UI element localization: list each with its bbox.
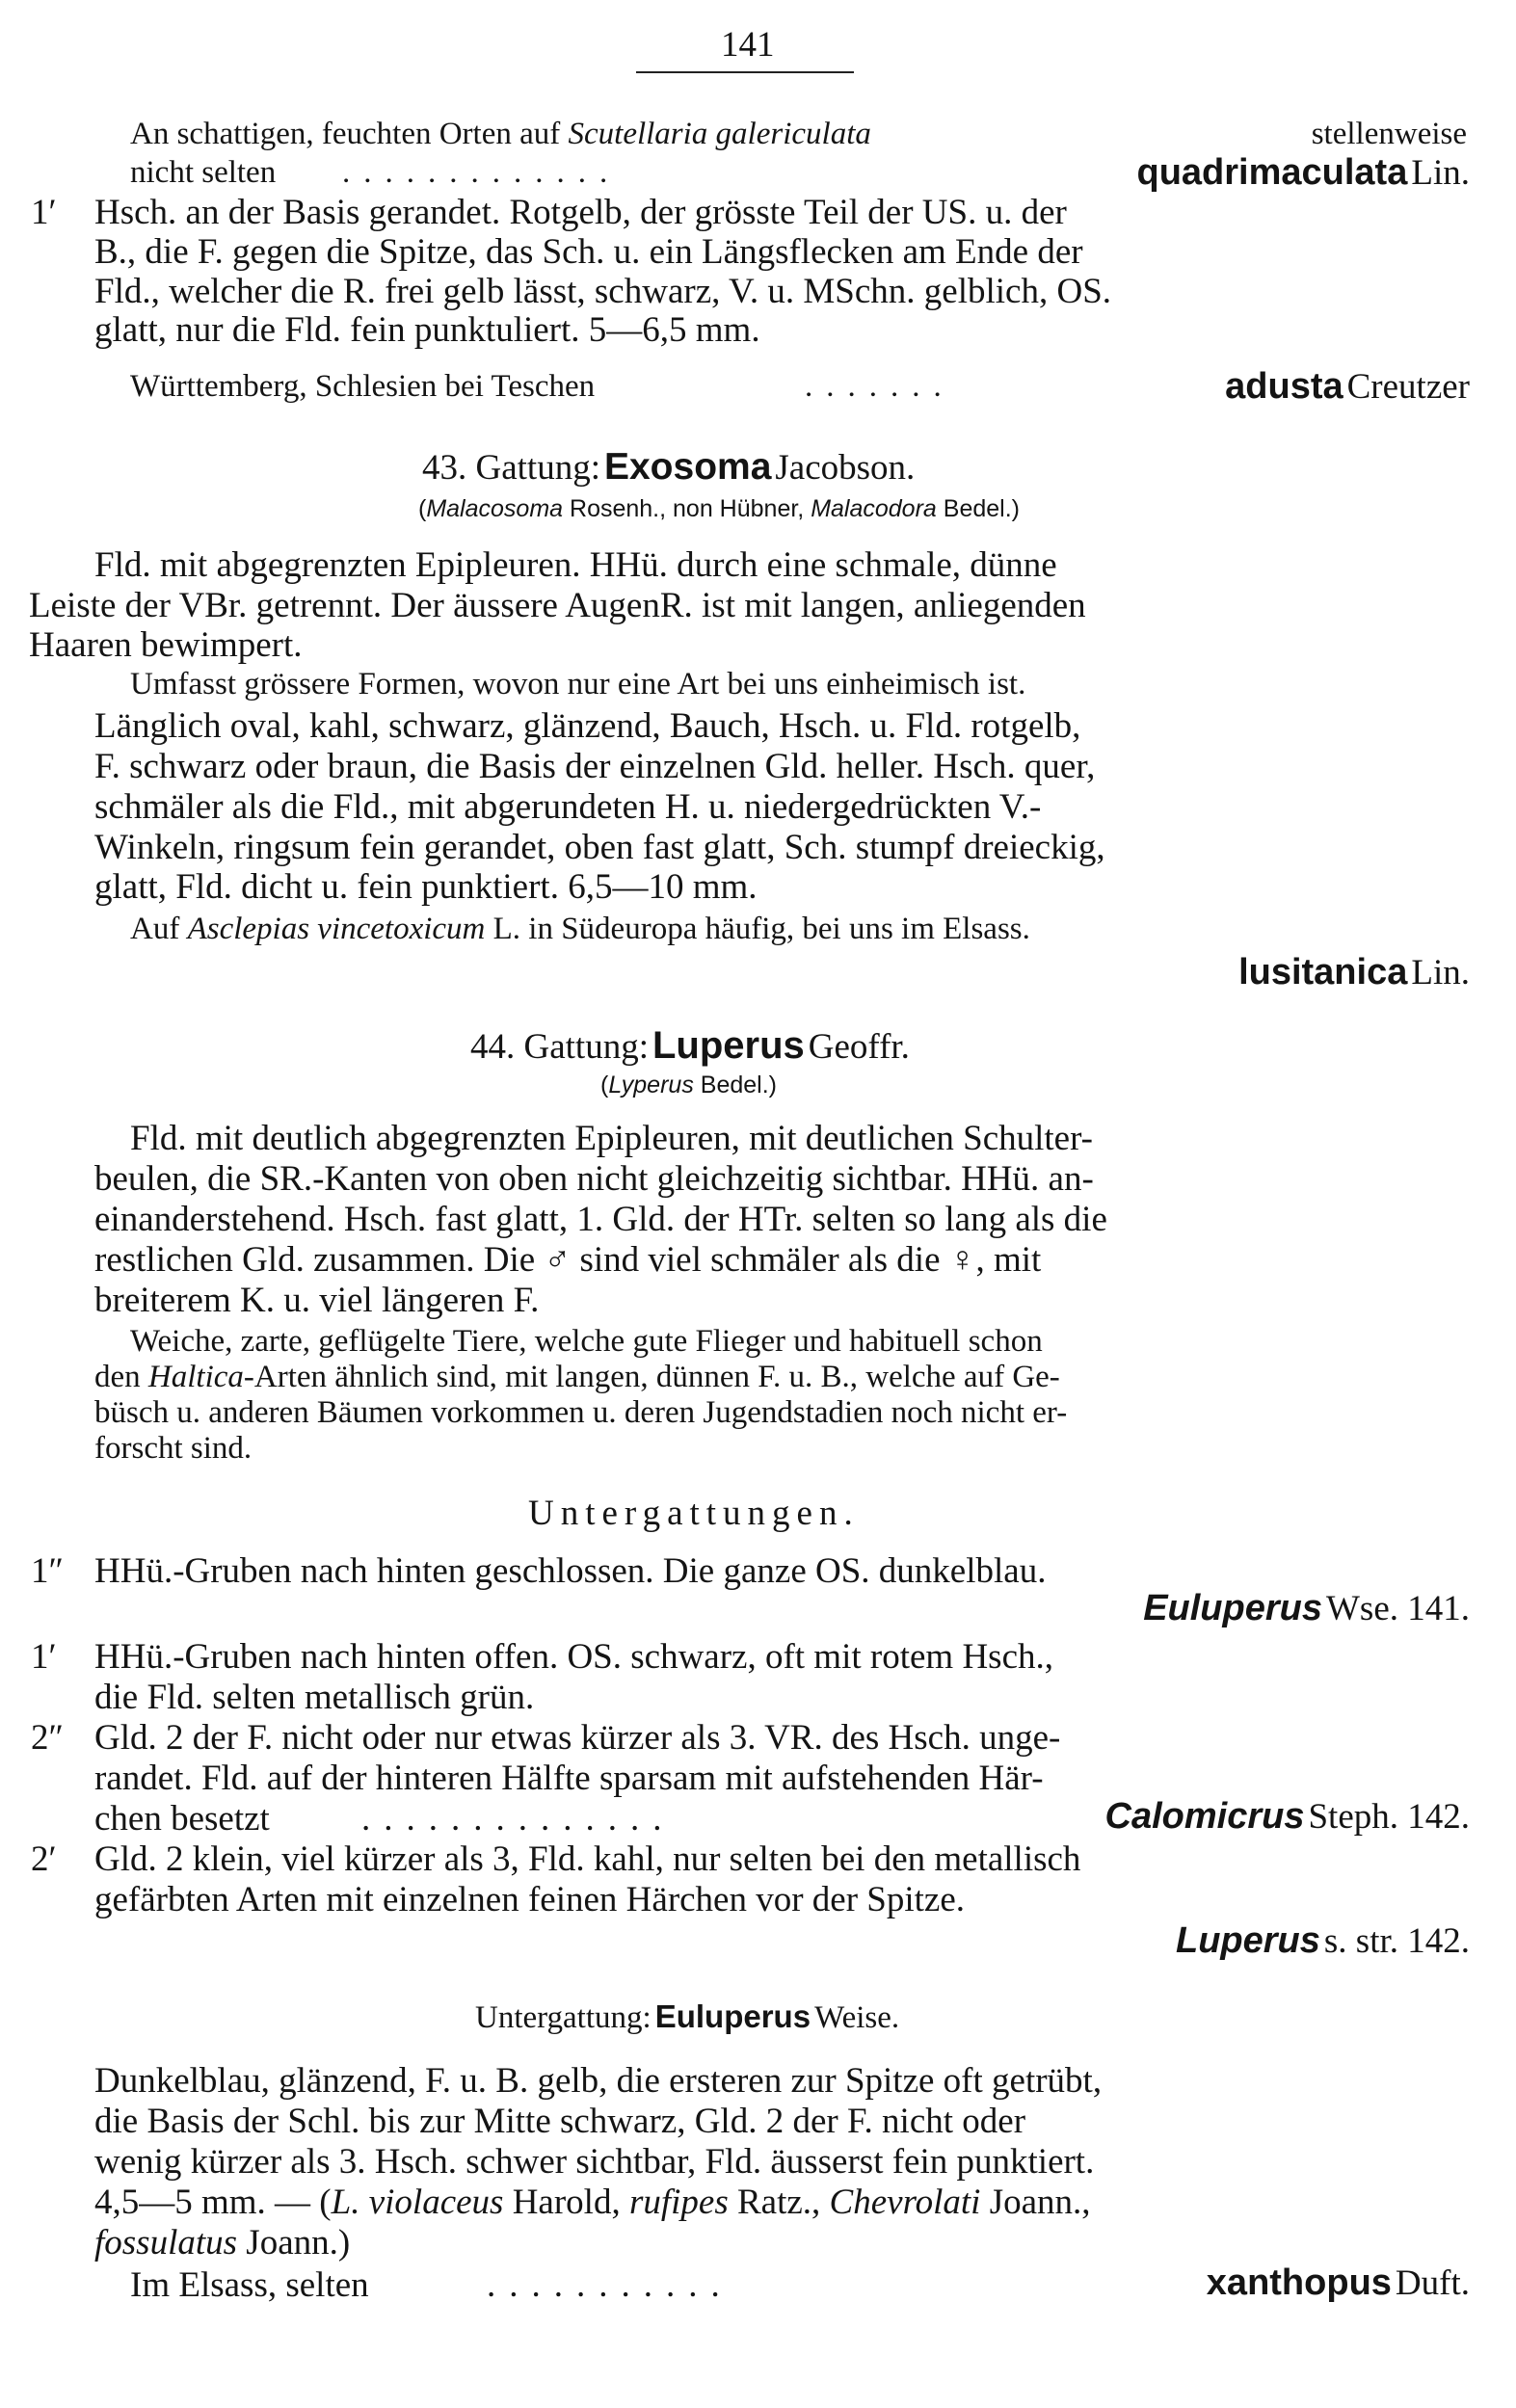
- heading-prefix: 44. Gattung:: [470, 1027, 649, 1067]
- text-line: [94, 547, 1467, 583]
- subgenus-heading: [475, 2000, 899, 2034]
- text-line: HHü.-Gruben nach hinten geschlossen. Die ganze OS. dunkelblau.: [94, 1551, 1047, 1591]
- key-number: 1′: [31, 1637, 57, 1677]
- text-line: [94, 2225, 350, 2261]
- subgenus-author: Weise.: [814, 2000, 900, 2035]
- text-line: [94, 1362, 1060, 1393]
- text-line: Gld. 2 klein, viel kürzer als 3, Fld. kahl, nur selten bei den metallisch: [94, 1839, 1081, 1879]
- species-author: Duft.: [1395, 2263, 1470, 2303]
- leader-dots: .......: [805, 369, 955, 404]
- text-segment: (: [418, 495, 427, 522]
- text-line: randet. Fld. auf der hinteren Hälfte sparsam mit aufstehenden Här-: [94, 1759, 1044, 1798]
- subgenus-entry: [1105, 1798, 1471, 1835]
- text-line: Länglich oval, kahl, schwarz, glänzend, Bauch, Hsch. u. Fld. rotgelb,: [94, 706, 1081, 746]
- text-line: [130, 2267, 369, 2303]
- text-line: die Basis der Schl. bis zur Mitte schwarz, Gld. 2 der F. nicht oder: [94, 2102, 1026, 2141]
- leader-dots: ...........: [487, 2265, 733, 2305]
- species-name: quadrimaculata: [1136, 152, 1408, 193]
- text-segment: Joann.,: [980, 2183, 1091, 2222]
- text-segment: Joann.): [237, 2223, 351, 2262]
- text-line: [130, 1121, 1467, 1156]
- text-segment: Harold,: [503, 2183, 629, 2222]
- text-segment: stellenweise: [1311, 117, 1467, 151]
- text-line: einanderstehend. Hsch. fast glatt, 1. Gld. der HTr. selten so lang als die: [94, 1200, 1107, 1239]
- key-number: 2′: [31, 1839, 57, 1879]
- text-line: glatt, nur die Fld. fein punktuliert. 5—6,5 mm.: [94, 310, 760, 350]
- text-line: Gld. 2 der F. nicht oder nur etwas kürzer als 3. VR. des Hsch. unge-: [94, 1718, 1061, 1758]
- heading-prefix: 43. Gattung:: [422, 448, 600, 488]
- text-segment: Bedel.): [936, 495, 1020, 522]
- synonym-name: Malacosoma: [426, 495, 564, 522]
- key-number: 2″: [31, 1718, 64, 1758]
- text-segment: L. in Südeuropa häufig, bei uns im Elsass.: [485, 912, 1030, 946]
- text-line: HHü.-Gruben nach hinten offen. OS. schwarz, oft mit rotem Hsch.,: [94, 1637, 1053, 1677]
- text-segment: Dunkelblau, glänzend, F. u. B. gelb, die ersteren zur Spitze oft getrübt,: [94, 2061, 1103, 2101]
- genus-name: Luperus: [652, 1024, 805, 1067]
- text-line: Winkeln, ringsum fein gerandet, oben fast glatt, Sch. stumpf dreieckig,: [94, 828, 1105, 867]
- genus-author: Geoffr.: [808, 1027, 910, 1067]
- genus-author: Jacobson.: [775, 448, 916, 488]
- text-line: Fld., welcher die R. frei gelb lässt, schwarz, V. u. MSchn. gelblich, OS.: [94, 272, 1112, 311]
- text-line: die Fld. selten metallisch grün.: [94, 1678, 535, 1717]
- page-number: 141: [721, 25, 775, 65]
- subgenus-name: Luperus: [1175, 1920, 1320, 1961]
- text-line: Umfasst grössere Formen, wovon nur eine Art bei uns einheimisch ist.: [130, 667, 1026, 701]
- text-segment: Fld. mit deutlich abgegrenzten Epipleuren, mit deutlichen Schulter-: [130, 1119, 1093, 1158]
- text-line: [94, 195, 1467, 230]
- subgenus-entry: [1143, 1590, 1470, 1627]
- species-name: xanthopus: [1206, 2262, 1392, 2303]
- text-line: Leiste der VBr. getrennt. Der äussere AugenR. ist mit langen, anliegenden: [29, 586, 1086, 625]
- synonym-line: [600, 1073, 777, 1098]
- text-line: gefärbten Arten mit einzelnen feinen Härchen vor der Spitze.: [94, 1880, 966, 1919]
- text-segment: nicht selten: [130, 155, 277, 190]
- synonym-name: rufipes: [628, 2183, 729, 2222]
- heading-prefix: Untergattung:: [475, 2000, 652, 2035]
- synonym-line: [418, 497, 1020, 521]
- text-line: restlichen Gld. zusammen. Die ♂ sind viel schmäler als die ♀, mit: [94, 1240, 1042, 1280]
- text-line: [130, 119, 1467, 150]
- synonym-name: Malacodora: [811, 495, 937, 522]
- text-line: breiterem K. u. viel längeren F.: [94, 1281, 540, 1320]
- text-line: [130, 157, 276, 189]
- synonym-name: Lyperus: [608, 1072, 694, 1098]
- subgenus-name: Calomicrus: [1104, 1796, 1305, 1837]
- text-line: schmäler als die Fld., mit abgerundeten H. u. niedergedrückten V.-: [94, 787, 1042, 827]
- text-line: forscht sind.: [94, 1431, 253, 1466]
- species-entry: [1225, 368, 1470, 405]
- text-segment: Im Elsass, selten: [130, 2265, 369, 2305]
- text-segment: Württemberg, Schlesien bei Teschen: [130, 369, 596, 404]
- text-segment: Rosenh., non Hübner,: [563, 495, 811, 522]
- text-line: [130, 371, 595, 403]
- species-author: Lin.: [1411, 953, 1470, 992]
- key-number: 1″: [31, 1551, 64, 1591]
- genus-heading: [470, 1026, 910, 1065]
- text-segment: -Arten ähnlich sind, mit langen, dünnen F. u. B., welche auf Ge-: [243, 1360, 1060, 1394]
- leader-dots: ..............: [361, 1799, 676, 1839]
- text-segment: chen besetzt: [94, 1799, 270, 1839]
- text-line: wenig kürzer als 3. Hsch. schwer sichtbar, Fld. äusserst fein punktiert.: [94, 2142, 1095, 2182]
- leader-dots: .............: [342, 155, 622, 190]
- text-line: [94, 2184, 1091, 2220]
- text-segment: (: [600, 1072, 609, 1098]
- plant-name: Scutellaria galericulata: [568, 117, 871, 151]
- text-segment: An schattigen, feuchten Orten auf: [130, 117, 569, 151]
- species-author: Lin.: [1411, 153, 1470, 193]
- genus-reference: Haltica: [147, 1360, 244, 1394]
- species-author: Creutzer: [1346, 367, 1470, 407]
- subgenus-name: Euluperus: [654, 1998, 811, 2034]
- text-line: Weiche, zarte, geflügelte Tiere, welche gute Flieger und habituell schon: [130, 1324, 1043, 1359]
- text-line: [94, 2063, 1467, 2099]
- text-segment: Auf: [130, 912, 188, 946]
- subgenus-ref: Wse. 141.: [1326, 1589, 1470, 1628]
- species-name: adusta: [1225, 366, 1343, 407]
- subgenus-ref: s. str. 142.: [1323, 1921, 1470, 1961]
- text-segment: Ratz.,: [728, 2183, 830, 2222]
- text-segment: Fld. mit abgegrenzten Epipleuren. HHü. durch eine schmale, dünne: [94, 545, 1057, 585]
- text-line: beulen, die SR.-Kanten von oben nicht gleichzeitig sichtbar. HHü. an-: [94, 1159, 1094, 1199]
- synonym-name: fossulatus: [94, 2223, 238, 2262]
- text-segment: den: [94, 1360, 148, 1394]
- subgenus-entry: [1176, 1922, 1470, 1959]
- text-line: Haaren bewimpert.: [29, 625, 303, 665]
- text-segment: 4,5—5 mm. — (: [94, 2183, 332, 2222]
- text-line: glatt, Fld. dicht u. fein punktiert. 6,5—10 mm.: [94, 867, 758, 907]
- header-rule: [636, 71, 854, 73]
- synonym-name: L. violaceus: [331, 2183, 504, 2222]
- text-segment: Hsch. an der Basis gerandet. Rotgelb, der grösste Teil der US. u. der: [94, 193, 1067, 232]
- text-line: [130, 913, 1030, 945]
- text-line: F. schwarz oder braun, die Basis der einzelnen Gld. heller. Hsch. quer,: [94, 747, 1096, 786]
- subgenus-name: Euluperus: [1143, 1588, 1322, 1628]
- key-number: 1′: [31, 193, 57, 232]
- text-line: büsch u. anderen Bäumen vorkommen u. deren Jugendstadien noch nicht er-: [94, 1395, 1068, 1430]
- section-heading: Untergattungen.: [528, 1494, 860, 1533]
- genus-heading: [422, 448, 915, 486]
- genus-name: Exosoma: [603, 446, 772, 488]
- text-segment: Bedel.): [693, 1072, 777, 1098]
- species-name: lusitanica: [1238, 952, 1408, 992]
- synonym-name: Chevrolati: [829, 2183, 981, 2222]
- text-line: B., die F. gegen die Spitze, das Sch. u. ein Längsflecken am Ende der: [94, 232, 1083, 272]
- species-entry: [1136, 154, 1470, 191]
- species-entry: [1207, 2264, 1470, 2301]
- species-entry: [1238, 954, 1470, 991]
- text-line: [94, 1801, 270, 1837]
- subgenus-ref: Steph. 142.: [1308, 1797, 1470, 1837]
- plant-name: Asclepias vincetoxicum: [187, 912, 486, 946]
